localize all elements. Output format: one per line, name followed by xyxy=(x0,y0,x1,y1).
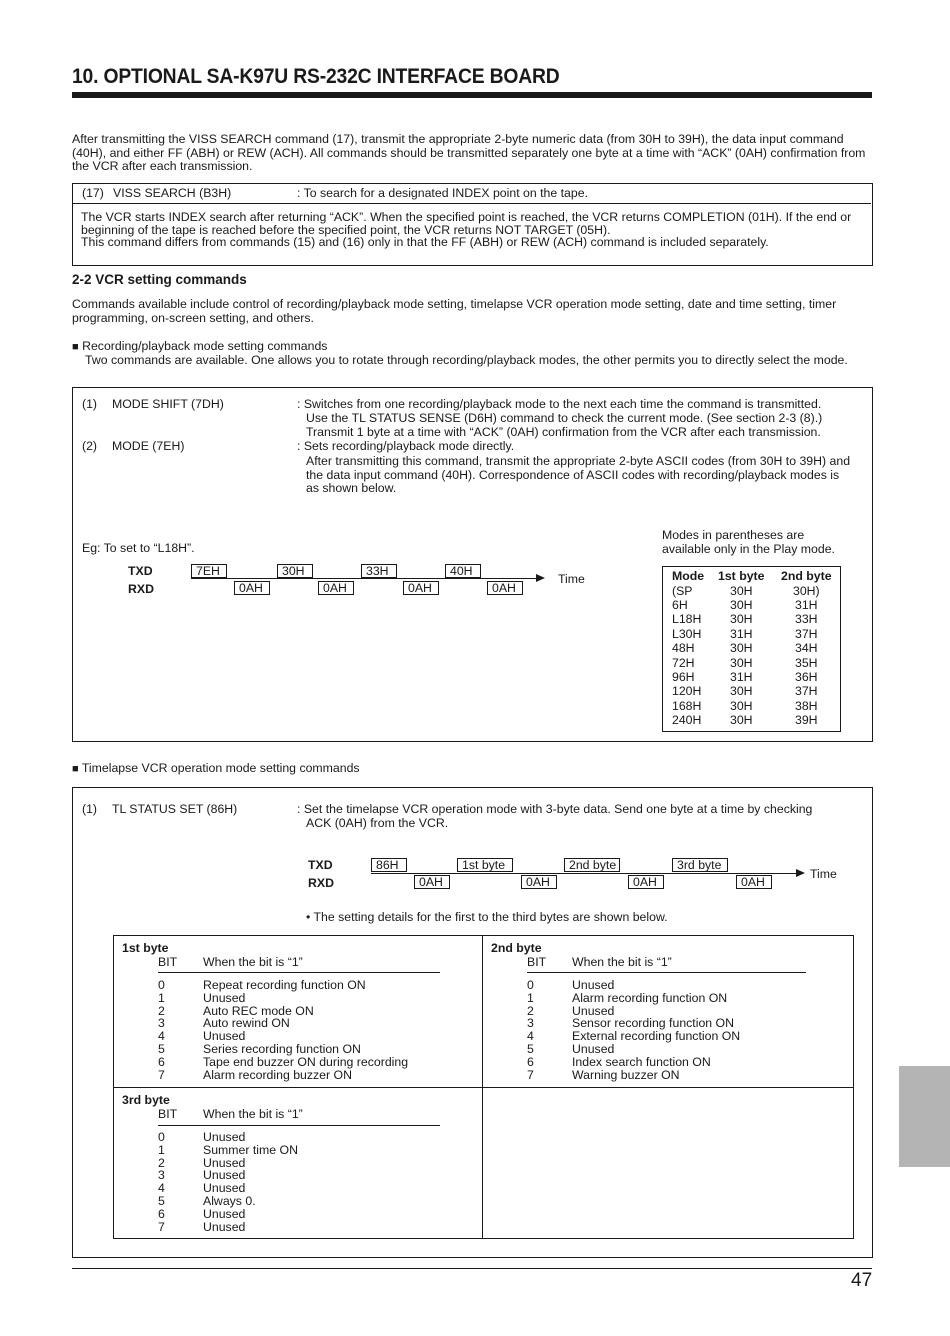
tl-cmd-line-1: : Set the timelapse VCR operation mode with 3-byte data. Send one byte at a time by checking xyxy=(297,802,813,816)
modes-table-row: 6H 30H 31H xyxy=(672,597,818,612)
tl-cmd-number: (1) xyxy=(82,802,98,816)
rxd-label: RXD xyxy=(128,582,154,596)
txd-label: TXD xyxy=(128,564,153,578)
byte3-table xyxy=(114,1088,482,1238)
byte3-col-bit: BIT xyxy=(158,1107,178,1121)
bit-tables xyxy=(113,935,854,1239)
bit-row: 5 Series recording function ON xyxy=(158,1042,361,1056)
viss-body-2: This command differs from commands (15) and (16) only in that the FF (ABH) or REW (ACH) command is included separately. xyxy=(81,235,769,249)
byte1-header-rule xyxy=(158,972,440,973)
txd-byte: 7EH xyxy=(191,564,227,578)
modes-table-row: 48H 30H 34H xyxy=(672,641,818,656)
bit-row: 2 Auto REC mode ON xyxy=(158,1003,314,1018)
byte2-col-bit: BIT xyxy=(527,955,547,969)
mode-commands-box xyxy=(72,387,873,742)
tl-cmd-line-2: ACK (0AH) from the VCR. xyxy=(306,816,449,830)
rxd-byte: 0AH xyxy=(234,581,270,595)
modes-note: Modes in parentheses are available only in the Play mode. xyxy=(662,528,835,556)
bit-row: 0 Unused xyxy=(158,1130,246,1144)
modes-table-header: Mode 1st byte 2nd byte xyxy=(672,569,832,583)
bit-row: 7 Warning buzzer ON xyxy=(527,1067,680,1082)
title-rule xyxy=(72,92,872,98)
mode-cmd-line-2: After transmitting this command, transmit the appropriate 2-byte ASCII codes (from 30H to 39H) and the data input command (40H). Correspondence of ASCII codes with recording/playback modes is as shown below. xyxy=(306,454,851,495)
byte1-col-when: When the bit is “1” xyxy=(203,955,303,969)
tl-status-set-box xyxy=(72,787,873,1258)
footer-rule xyxy=(72,1268,872,1269)
bit-row: 5 Unused xyxy=(527,1042,615,1056)
square-bullet-icon: ■ xyxy=(72,763,79,775)
bit-row: 1 Alarm recording function ON xyxy=(527,990,728,1005)
txd-byte: 2nd byte xyxy=(564,858,620,872)
arrow-right-icon xyxy=(536,574,545,582)
rxd-byte: 0AH xyxy=(403,581,439,595)
bit-row: 4 Unused xyxy=(158,1029,246,1044)
bullet-recording-modes-title: Recording/playback mode setting commands xyxy=(82,339,328,353)
tl-cmd-name: TL STATUS SET (86H) xyxy=(112,802,238,816)
modes-table-row: 120H 30H 37H xyxy=(672,684,818,699)
section-paragraph: Commands available include control of recording/playback mode setting, timelapse VCR operation mode setting, date and time setting, timer programming, on-screen setting, and others. xyxy=(72,297,837,325)
viss-cmd-name: VISS SEARCH (B3H) xyxy=(113,186,232,200)
timeline-axis xyxy=(371,873,797,874)
mode-cmd-number: (2) xyxy=(82,439,98,453)
rxd-byte: 0AH xyxy=(736,875,772,889)
section-heading: 2-2 VCR setting commands xyxy=(72,272,247,287)
bit-row: 7 Unused xyxy=(158,1219,246,1234)
bit-row: 3 Unused xyxy=(158,1168,246,1183)
mode-cmd-name: MODE (7EH) xyxy=(112,439,185,453)
bit-row: 4 External recording function ON xyxy=(527,1029,741,1044)
bit-row: 0 Repeat recording function ON xyxy=(158,978,366,992)
bit-row: 0 Unused xyxy=(527,978,615,992)
rxd-byte: 0AH xyxy=(318,581,354,595)
time-label: Time xyxy=(810,867,837,881)
bit-row: 7 Alarm recording buzzer ON xyxy=(158,1067,352,1082)
txd-label: TXD xyxy=(308,858,333,872)
byte3-col-when: When the bit is “1” xyxy=(203,1107,303,1121)
modes-table-row: L30H 31H 37H xyxy=(672,626,818,641)
bit-row: 6 Unused xyxy=(158,1206,246,1221)
rxd-byte: 0AH xyxy=(521,875,557,889)
mode-shift-number: (1) xyxy=(82,397,98,411)
page-number: 47 xyxy=(851,1270,873,1291)
byte3-title: 3rd byte xyxy=(122,1093,170,1107)
mode-shift-line-1: : Switches from one recording/playback mode to the next each time the command is transmitted. xyxy=(297,397,822,411)
mode-shift-line-2: Use the TL STATUS SENSE (D6H) command to check the current mode. (See section 2-3 (8).) xyxy=(306,411,823,425)
byte2-col-when: When the bit is “1” xyxy=(572,955,672,969)
byte2-header-rule xyxy=(527,972,806,973)
modes-table-row: L18H 30H 33H xyxy=(672,612,818,627)
modes-table-row: (SP 30H 30H) xyxy=(672,583,820,598)
time-label: Time xyxy=(558,572,585,586)
bit-row: 2 Unused xyxy=(527,1003,615,1018)
viss-cmd-number: (17) xyxy=(82,186,104,200)
viss-divider xyxy=(73,203,871,204)
bullet-timelapse-modes-title: Timelapse VCR operation mode setting commands xyxy=(81,761,360,775)
txd-byte: 33H xyxy=(361,564,397,578)
byte2-table xyxy=(483,936,853,1087)
bit-row: 1 Summer time ON xyxy=(158,1142,298,1157)
modes-table xyxy=(662,566,841,732)
square-bullet-icon: ■ xyxy=(72,341,79,353)
bullet-recording-modes-text: Two commands are available. One allows you to rotate through recording/playback modes, the other permits you to directly select the mode. xyxy=(85,353,848,367)
byte1-table xyxy=(114,936,482,1087)
rxd-byte: 0AH xyxy=(628,875,664,889)
txd-byte: 30H xyxy=(277,564,313,578)
bit-row: 6 Index search function ON xyxy=(527,1054,711,1069)
txd-byte: 3rd byte xyxy=(672,858,728,872)
bit-row: 3 Auto rewind ON xyxy=(158,1016,290,1031)
txd-byte: 40H xyxy=(445,564,481,578)
byte2-title: 2nd byte xyxy=(491,941,542,955)
viss-cmd-desc: : To search for a designated INDEX point on the tape. xyxy=(297,186,588,200)
byte3-header-rule xyxy=(158,1125,440,1126)
bit-row: 6 Tape end buzzer ON during recording xyxy=(158,1054,409,1069)
byte1-title: 1st byte xyxy=(122,941,169,955)
modes-table-row: 168H 30H 38H xyxy=(672,698,818,713)
modes-table-row: 240H 30H 39H xyxy=(672,713,818,728)
modes-table-row: 96H 31H 36H xyxy=(672,669,818,684)
chapter-tab xyxy=(899,1066,950,1167)
txd-byte: 86H xyxy=(371,858,407,872)
timeline-axis xyxy=(191,578,537,579)
bit-row: 4 Unused xyxy=(158,1181,246,1196)
arrow-right-icon xyxy=(796,869,805,877)
txd-byte: 1st byte xyxy=(457,858,513,872)
mode-shift-line-3: Transmit 1 byte at a time with “ACK” (0AH) confirmation from the VCR after each transmission. xyxy=(306,425,821,439)
byte1-col-bit: BIT xyxy=(158,955,178,969)
modes-table-row: 72H 30H 35H xyxy=(672,655,818,670)
intro-paragraph: After transmitting the VISS SEARCH command (17), transmit the appropriate 2-byte numeric data (from 30H to 39H), the data input command (40H), and either FF (ABH) or REW (ACH). All commands should be transmitted separately one byte at a time with “ACK” (0AH) confirmation from the VCR after each transmission. xyxy=(72,132,866,173)
bullet-timelapse-modes xyxy=(72,762,360,777)
rxd-byte: 0AH xyxy=(414,875,450,889)
viss-body-1: The VCR starts INDEX search after returning “ACK”. When the specified point is reached, the VCR returns COMPLETION (01H). If the end or beginning of the tape is reached before the specified point, the VCR returns NOT TARGET (05H). xyxy=(81,210,852,237)
mode-example: Eg: To set to “L18H”. xyxy=(82,541,195,555)
viss-search-box xyxy=(72,183,873,266)
bit-row: 5 Always 0. xyxy=(158,1194,256,1208)
bit-row: 1 Unused xyxy=(158,990,246,1005)
rxd-byte: 0AH xyxy=(487,581,523,595)
mode-cmd-line-1: : Sets recording/playback mode directly. xyxy=(297,439,515,453)
page-title: 10. OPTIONAL SA-K97U RS-232C INTERFACE BOARD xyxy=(72,65,560,88)
bit-row: 2 Unused xyxy=(158,1155,246,1170)
bit-row: 3 Sensor recording function ON xyxy=(527,1016,734,1031)
mode-shift-name: MODE SHIFT (7DH) xyxy=(112,397,224,411)
rxd-label: RXD xyxy=(308,876,334,890)
details-note: • The setting details for the first to the third bytes are shown below. xyxy=(306,910,668,924)
